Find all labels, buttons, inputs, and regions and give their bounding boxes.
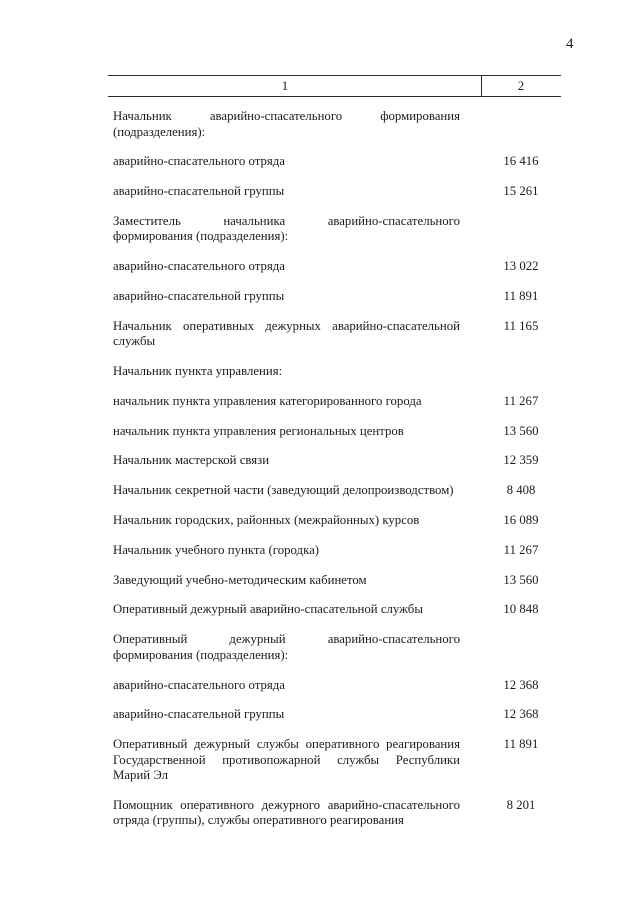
position-title — [113, 214, 460, 245]
position-title-line: аварийно-спасательного отряда — [113, 259, 285, 274]
position-title-line: Начальник пункта управления: — [113, 364, 283, 379]
value-cell: 11 891 — [503, 737, 539, 752]
position-title — [113, 394, 460, 410]
position-title — [113, 737, 460, 784]
group-heading-row — [108, 364, 561, 380]
position-title-line: Заведующий учебно-методическим кабинетом — [113, 572, 367, 587]
table-row — [108, 602, 561, 618]
table-row — [108, 184, 561, 200]
position-title-line: Заместитель начальника аварийно-спасательного — [113, 213, 460, 228]
group-heading-row — [108, 109, 561, 140]
value-cell: 8 408 — [506, 483, 536, 498]
position-title-line: Помощник оперативного дежурного аварийно-спасательного — [113, 797, 460, 812]
position-title — [113, 707, 460, 723]
value-cell: 13 560 — [503, 423, 539, 438]
position-title-line: начальник пункта управления категорированного города — [113, 393, 422, 408]
position-title-line: Начальник городских, районных (межрайонных) курсов — [113, 513, 420, 528]
position-title — [113, 424, 460, 440]
position-title-line: Начальник оперативных дежурных аварийно-спасательной — [113, 318, 460, 333]
value-cell: 11 267 — [503, 542, 539, 557]
value-cell: 10 848 — [503, 602, 539, 617]
table-row — [108, 573, 561, 589]
table-row — [108, 259, 561, 275]
table-row — [108, 394, 561, 410]
position-title — [113, 513, 460, 529]
position-title — [113, 543, 460, 559]
value-cell: 11 165 — [503, 318, 539, 333]
position-title — [113, 798, 460, 829]
column-header-2: 2 — [517, 79, 525, 93]
table-row — [108, 483, 561, 499]
table-row — [108, 154, 561, 170]
value-cell: 12 368 — [503, 677, 539, 692]
position-title-line: (подразделения): — [113, 124, 206, 139]
position-title-line: аварийно-спасательного отряда — [113, 677, 285, 692]
page-number: 4 — [566, 36, 574, 52]
position-title — [113, 109, 460, 140]
position-title-line: Оперативный дежурный аварийно-спасательного — [113, 632, 460, 647]
position-title — [113, 453, 460, 469]
table-row — [108, 513, 561, 529]
value-cell: 15 261 — [503, 184, 539, 199]
position-title-line: формирования (подразделения): — [113, 229, 289, 244]
position-title-line: Оперативный дежурный службы оперативного реагирования — [113, 737, 460, 752]
position-title-line: аварийно-спасательной группы — [113, 184, 285, 199]
value-cell: 12 368 — [503, 707, 539, 722]
position-title — [113, 632, 460, 663]
position-title-line: аварийно-спасательной группы — [113, 288, 285, 303]
position-title — [113, 573, 460, 589]
position-title — [113, 483, 460, 499]
table-row — [108, 289, 561, 305]
table-row — [108, 319, 561, 350]
position-title-line: Начальник мастерской связи — [113, 453, 270, 468]
value-cell: 12 359 — [503, 453, 539, 468]
position-title — [113, 259, 460, 275]
table-row — [108, 424, 561, 440]
table-row — [108, 453, 561, 469]
position-title-line: аварийно-спасательной группы — [113, 707, 285, 722]
table-row — [108, 707, 561, 723]
group-heading-row — [108, 214, 561, 245]
position-title-line: Государственной противопожарной службы Республики — [113, 752, 460, 767]
value-cell: 11 891 — [503, 288, 539, 303]
position-title-line: службы — [113, 334, 156, 349]
position-title — [113, 319, 460, 350]
position-title — [113, 289, 460, 305]
value-cell: 16 089 — [503, 513, 539, 528]
column-header-1: 1 — [281, 79, 289, 93]
value-cell: 13 560 — [503, 572, 539, 587]
table-row — [108, 543, 561, 559]
position-title-line: Начальник учебного пункта (городка) — [113, 542, 320, 557]
position-title-line: отряда (группы), службы оперативного реагирования — [113, 813, 404, 828]
table-row — [108, 678, 561, 694]
value-cell: 13 022 — [503, 259, 539, 274]
position-title — [113, 154, 460, 170]
position-title — [113, 602, 460, 618]
table-row — [108, 737, 561, 784]
value-cell: 16 416 — [503, 154, 539, 169]
position-title-line: формирования (подразделения): — [113, 647, 289, 662]
group-heading-row — [108, 632, 561, 663]
value-cell: 8 201 — [506, 797, 536, 812]
position-title-line: Марий Эл — [113, 768, 169, 783]
table-row — [108, 798, 561, 829]
table-body — [108, 109, 561, 829]
position-title — [113, 184, 460, 200]
position-title — [113, 364, 460, 380]
position-title-line: Начальник аварийно-спасательного формирования — [113, 109, 460, 123]
positions-table — [108, 75, 561, 828]
position-title-line: аварийно-спасательного отряда — [113, 154, 285, 169]
table-header — [108, 75, 561, 97]
position-title-line: начальник пункта управления региональных центров — [113, 423, 404, 438]
position-title-line: Начальник секретной части (заведующий делопроизводством) — [113, 483, 454, 498]
position-title — [113, 678, 460, 694]
position-title-line: Оперативный дежурный аварийно-спасательной службы — [113, 602, 423, 617]
value-cell: 11 267 — [503, 393, 539, 408]
